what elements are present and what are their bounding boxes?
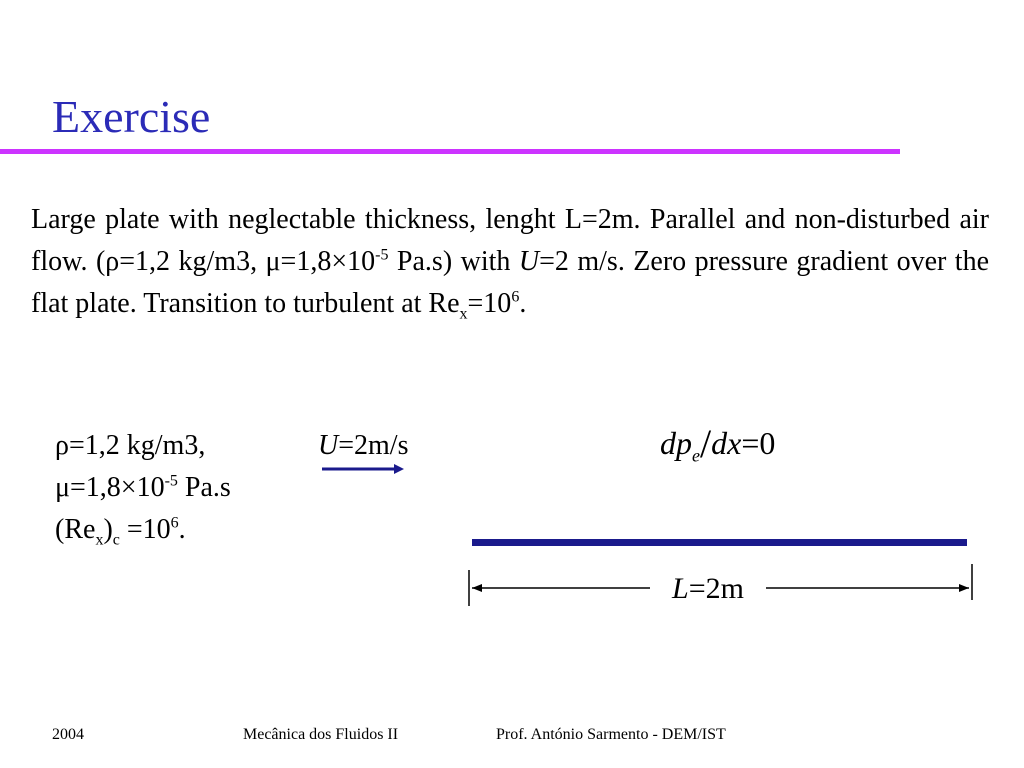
length-label: L=2m [650, 569, 766, 609]
footer-course: Mecânica dos Fluidos II [243, 726, 399, 743]
velocity-label: U=2m/s [318, 430, 409, 461]
density-value: ρ=1,2 kg/m3, [55, 430, 206, 461]
flat-plate [472, 539, 967, 546]
title-underline [0, 149, 900, 154]
footer-year: 2004 [52, 726, 84, 743]
given-data-list [55, 425, 231, 551]
flow-arrow-icon [322, 462, 404, 476]
slide-title: Exercise [52, 91, 211, 142]
viscosity-value: $\mu=1,8\times 10^{-5}$ Pa.s [55, 472, 231, 503]
footer-author: Prof. António Sarmento - DEM/IST [496, 726, 726, 743]
problem-statement: Large plate with neglectable thickness, lenght L=2m. Parallel and non-disturbed air flow. (ρ=1,2 kg/m3, $\mu=1,8\times 10^{-5}$ Pa.s) with U=2 m/s. Zero pressure gradient over the flat plate. Transition to turbulent at $Re_x=10^6$. [31, 204, 989, 323]
critical-reynolds: $(Re_x)_c =10^6$. [55, 514, 186, 549]
pressure-gradient-equation: $dp_e/dx=0$ [660, 421, 776, 466]
